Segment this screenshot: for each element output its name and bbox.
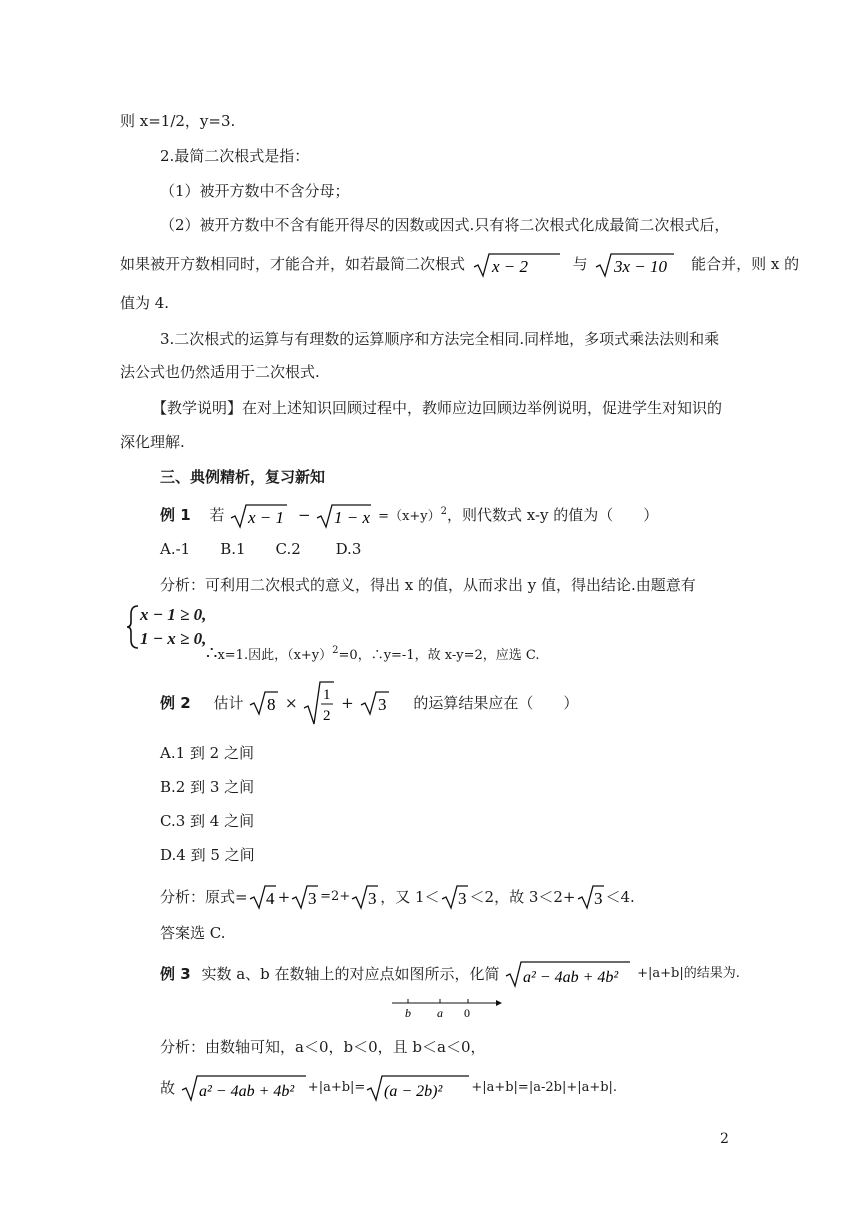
superscript: 2 — [332, 645, 339, 656]
plus-sign: + — [277, 888, 291, 906]
text-line: 法公式也仍然适用于二次根式. — [120, 363, 320, 381]
point-b-label: b — [405, 1006, 411, 1020]
text-span: =2+ — [320, 889, 351, 904]
text-span: ＜2，故 3＜2+ — [469, 888, 576, 906]
radicand: 1 − x — [334, 508, 371, 527]
analysis-1: 分析：可利用二次根式的意义，得出 x 的值，从而求出 y 值，得出结论.由题意有 — [160, 576, 696, 594]
analysis-1-cont — [206, 640, 539, 667]
radical-3 — [290, 884, 320, 910]
radical-3 — [576, 884, 606, 910]
text-line — [120, 252, 799, 278]
radicand: 3 — [457, 889, 467, 908]
radical-3x-minus-10 — [594, 252, 676, 278]
origin-label: 0 — [464, 1006, 470, 1020]
text-span: 故 — [160, 1079, 176, 1097]
answer-2: 答案选 C. — [160, 924, 226, 942]
text-span: x=1.因此，（x+y） — [217, 648, 333, 663]
text-line: 深化理解. — [120, 433, 185, 451]
radical-3 — [359, 690, 391, 716]
option-d: D.4 到 5 之间 — [160, 846, 255, 864]
text-line: （1）被开方数中不含分母； — [160, 182, 350, 200]
radicand: 3 — [308, 889, 317, 908]
text-span: 若 — [209, 506, 225, 524]
example-2 — [160, 680, 578, 726]
example-1 — [160, 501, 658, 529]
radical-x-minus-1 — [229, 503, 289, 529]
therefore-symbol: ∴ — [206, 643, 218, 664]
text-span: ＜4. — [605, 888, 635, 906]
radical-a-2b-squared — [365, 1074, 471, 1102]
radical-3 — [350, 884, 380, 910]
radical-x-minus-2 — [472, 252, 562, 278]
text-line: 2.最简二次根式是指： — [160, 147, 310, 165]
text-span: =（x+y） — [378, 509, 441, 524]
text-span: 分析：原式= — [160, 888, 248, 906]
radical-a2-4ab-4b2 — [180, 1074, 308, 1102]
analysis-3: 分析：由数轴可知，a＜0，b＜0，且 b＜a＜0， — [160, 1038, 486, 1056]
radicand: 8 — [267, 695, 276, 714]
radical-3 — [440, 884, 470, 910]
radical-4 — [248, 884, 278, 910]
fraction-denominator: 2 — [323, 708, 331, 724]
text-span: 估计 — [213, 694, 244, 712]
radical-1-minus-x — [315, 503, 373, 529]
text-line: 3.二次根式的运算与有理数的运算顺序和方法完全相同.同样地，多项式乘法法则和乘 — [160, 330, 720, 348]
example-label: 例 3 — [160, 965, 191, 983]
example-1-options: A.-1 B.1 C.2 D.3 — [160, 540, 362, 558]
plus-sign: + — [341, 694, 354, 712]
option-b: B.2 到 3 之间 — [160, 778, 255, 796]
text-span: =0，∴y=-1，故 x-y=2，应选 C. — [338, 648, 540, 663]
times-sign: × — [285, 694, 298, 712]
text-span: 与 — [572, 255, 588, 273]
text-span: ，又 1＜ — [380, 888, 440, 906]
text-span: ，则代数式 x-y 的值为（ ） — [447, 506, 659, 524]
radical-a2-4ab-4b2 — [504, 960, 632, 988]
example-label: 例 1 — [160, 506, 191, 524]
radicand: 4 — [265, 889, 275, 908]
radicand: 3x − 10 — [614, 257, 668, 276]
text-span: +|a+b|=|a-2b|+|a+b|. — [471, 1080, 618, 1095]
example-label: 例 2 — [160, 694, 191, 712]
text-span: 实数 a、b 在数轴上的对应点如图所示，化简 — [201, 965, 500, 983]
text-line: 【教学说明】在对上述知识回顾过程中，教师应边回顾边举例说明，促进学生对知识的 — [152, 399, 723, 417]
radicand: x − 1 — [248, 508, 285, 527]
point-a-label: a — [437, 1006, 443, 1020]
section-heading: 三、典例精析，复习新知 — [160, 468, 326, 486]
text-span: 如果被开方数相同时，才能合并，如若最简二次根式 — [120, 255, 466, 273]
option-c: C.3 到 4 之间 — [160, 812, 255, 830]
superscript: 2 — [440, 506, 448, 517]
number-line-svg — [392, 996, 504, 1022]
radical-fraction — [302, 680, 336, 726]
text-span: 的运算结果应在（ ） — [413, 694, 579, 712]
text-line: 值为 4. — [120, 294, 170, 312]
analysis-3-formula — [160, 1074, 617, 1102]
radicand: x − 2 — [491, 257, 528, 276]
radicand: (a − 2b)² — [384, 1083, 443, 1100]
radicand: a² − 4ab + 4b² — [198, 1083, 294, 1100]
radical-8 — [248, 690, 280, 716]
minus-sign: − — [298, 506, 311, 524]
radicand: 3 — [593, 889, 602, 908]
example-3 — [160, 960, 740, 988]
number-line — [392, 996, 504, 1022]
page-number: 2 — [720, 1131, 729, 1147]
radicand: 3 — [368, 889, 377, 908]
text-span: +|a+b|的结果为. — [637, 966, 740, 981]
analysis-2 — [160, 884, 635, 910]
fraction-numerator: 1 — [323, 687, 331, 703]
inequality-1: x − 1 ≥ 0, — [140, 605, 207, 624]
inequality-2: 1 − x ≥ 0, — [140, 629, 207, 648]
brace-icon — [126, 604, 140, 650]
text-span: 能合并，则 x 的 — [691, 255, 800, 273]
radicand: a² − 4ab + 4b² — [523, 969, 619, 986]
text-line: （2）被开方数中不含有能开得尽的因数或因式.只有将二次根式化成最简二次根式后， — [160, 216, 730, 234]
text-span: +|a+b|= — [307, 1080, 366, 1095]
option-a: A.1 到 2 之间 — [160, 744, 254, 762]
text-line: 则 x=1/2，y=3. — [120, 112, 236, 130]
radicand: 3 — [377, 695, 387, 714]
